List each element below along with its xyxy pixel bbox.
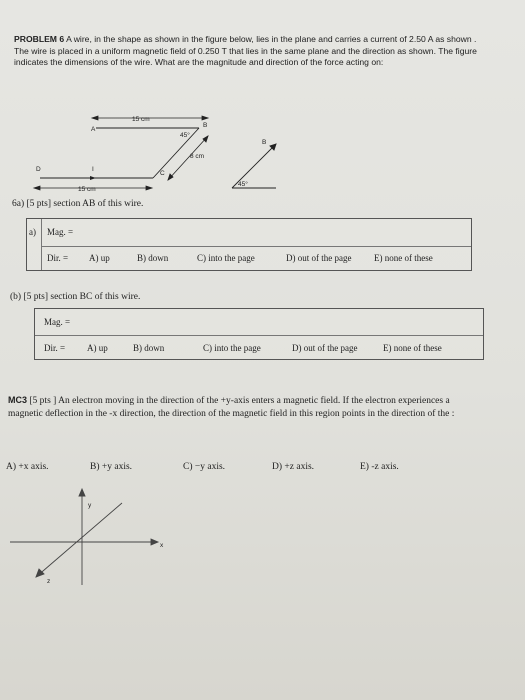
part-a-mag[interactable]: Mag. = — [47, 227, 74, 237]
part-b-option-down[interactable]: B) down — [133, 343, 165, 353]
part-a-row-divider — [41, 246, 471, 247]
angle-field-label: 45° — [238, 181, 248, 188]
part-a-option-down[interactable]: B) down — [137, 253, 169, 263]
z-axis-arrowhead — [36, 569, 44, 577]
problem-text: A wire, in the shape as shown in the figure below, lies in the plane and carries a current of 2.50 A as shown . The wire is placed in a uniform magnetic field of 0.250 T that lies in the same plane and the direction as shown. The figure indicates the dimensions of the wire. What are the magnitude and direction of the force acting on: — [14, 34, 477, 67]
part-a-box-divider — [41, 219, 42, 270]
xyz-axes-diagram — [0, 485, 200, 595]
part-b-answer-box — [34, 308, 484, 360]
mc3-option-b[interactable]: B) +y axis. — [90, 462, 133, 472]
problem-heading: PROBLEM 6 — [14, 34, 65, 44]
x-axis-label: x — [160, 542, 164, 549]
part-b-option-up[interactable]: A) up — [87, 343, 108, 353]
wire-figure — [0, 100, 525, 210]
part-a-option-none[interactable]: E) none of these — [374, 253, 433, 263]
part-b-row-divider — [35, 335, 483, 336]
current-arrow — [90, 176, 96, 180]
part-a-dir: Dir. = — [47, 253, 69, 263]
label-c: C — [160, 170, 165, 177]
mc3-option-c[interactable]: C) −y axis. — [183, 462, 226, 472]
part-b-option-into[interactable]: C) into the page — [203, 343, 261, 353]
side-dim-label: 8 cm — [190, 153, 205, 160]
mc3-option-d[interactable]: D) +z axis. — [272, 462, 315, 472]
part-b-mag[interactable]: Mag. = — [44, 317, 71, 327]
mc3-option-e[interactable]: E) -z axis. — [360, 462, 399, 472]
part-a-answer-box — [26, 218, 472, 271]
mc3-option-a[interactable]: A) +x axis. — [6, 462, 49, 472]
y-axis-label: y — [88, 502, 92, 509]
z-axis-line — [36, 503, 122, 577]
field-label: B — [262, 139, 267, 146]
problem-statement — [14, 34, 484, 69]
part-a-option-into[interactable]: C) into the page — [197, 253, 255, 263]
label-current: I — [92, 166, 94, 173]
part-a-letter: a) — [29, 227, 36, 237]
bottom-dim-label: 15 cm — [78, 186, 96, 193]
label-b: B — [203, 122, 208, 129]
mc3-heading: MC3 — [8, 395, 28, 405]
angle-top-label: 45° — [180, 132, 190, 139]
top-dim-label: 15 cm — [132, 116, 150, 123]
part-a-question: 6a) [5 pts] section AB of this wire. — [12, 199, 144, 209]
part-b-question: (b) [5 pts] section BC of this wire. — [10, 292, 141, 302]
x-axis-arrowhead — [151, 539, 158, 545]
part-b-option-none[interactable]: E) none of these — [383, 343, 442, 353]
part-b-option-out[interactable]: D) out of the page — [292, 343, 358, 353]
part-a-option-up[interactable]: A) up — [89, 253, 110, 263]
part-a-option-out[interactable]: D) out of the page — [286, 253, 352, 263]
mc3-text: [5 pts ] An electron moving in the direction of the +y-axis enters a magnetic field. If the electron experiences a magnetic deflection in the -x direction, the direction of the magnetic field in this region points in the direction of the : — [8, 396, 455, 419]
mc3-question — [8, 394, 478, 421]
label-d: D — [36, 166, 41, 173]
top-dimension-arrow — [92, 116, 208, 120]
part-b-dir: Dir. = — [44, 343, 66, 353]
y-axis-arrowhead — [79, 489, 85, 496]
label-a: A — [91, 126, 96, 133]
z-axis-label: z — [47, 578, 51, 585]
